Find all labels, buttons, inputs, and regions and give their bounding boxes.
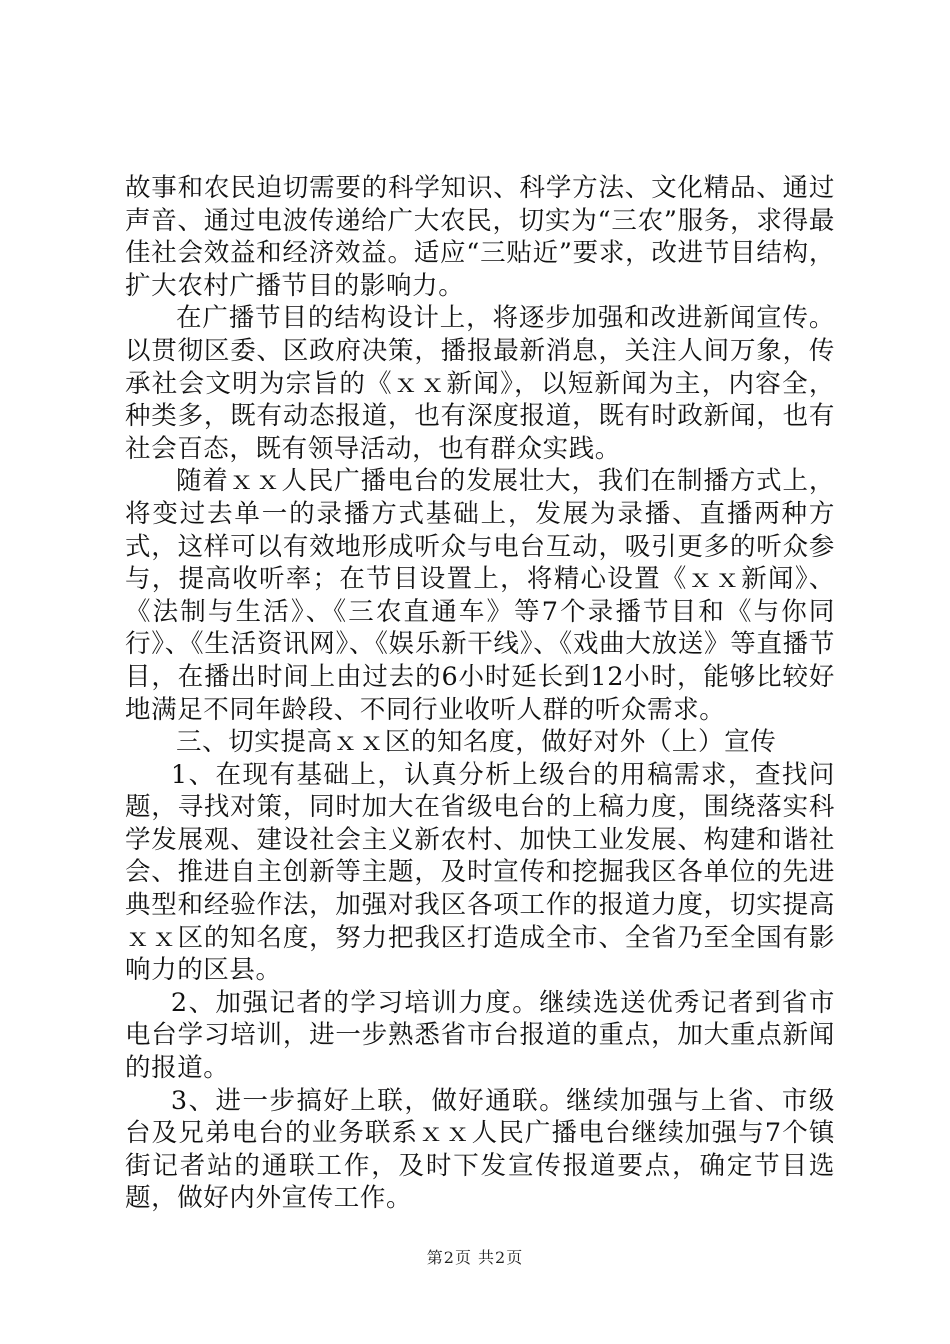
paragraph-item-2: 2、加强记者的学习培训力度。继续选送优秀记者到省市电台学习培训，进一步熟悉省市台报道的重点，加大重点新闻的报道。 (125, 987, 835, 1084)
document-body (125, 172, 835, 1215)
paragraph-item-1: 1、在现有基础上，认真分析上级台的用稿需求，查找问题，寻找对策，同时加大在省级电台的上稿力度，围绕落实科学发展观、建设社会主义新农村、加快工业发展、构建和谐社会、推进自主创新等主题，及时宣传和挖掘我区各单位的先进典型和经验作法，加强对我区各项工作的报道力度，切实提高ｘｘ区的知名度，努力把我区打造成全市、全省乃至全国有影响力的区县。 (125, 759, 835, 986)
paragraph-3: 随着ｘｘ人民广播电台的发展壮大，我们在制播方式上，将变过去单一的录播方式基础上，发展为录播、直播两种方式，这样可以有效地形成听众与电台互动，吸引更多的听众参与，提高收听率；在节目设置上，将精心设置《ｘｘ新闻》、《法制与生活》、《三农直通车》等7个录播节目和《与你同行》、《生活资讯网》、《娱乐新干线》、《戏曲大放送》等直播节目，在播出时间上由过去的6小时延长到12小时，能够比较好地满足不同年龄段、不同行业收听人群的听众需求。 (125, 466, 835, 725)
section-heading-3: 三、切实提高ｘｘ区的知名度，做好对外（上）宣传 (176, 727, 777, 758)
page-footer: 第2页 共2页 (426, 1248, 524, 1267)
paragraph-2: 在广播节目的结构设计上，将逐步加强和改进新闻宣传。以贯彻区委、区政府决策，播报最新消息，关注人间万象，传承社会文明为宗旨的《ｘｘ新闻》，以短新闻为主，内容全，种类多，既有动态报道，也有深度报道，既有时政新闻，也有社会百态，既有领导活动，也有群众实践。 (125, 303, 835, 464)
paragraph-1: 故事和农民迫切需要的科学知识、科学方法、文化精品、通过声音、通过电波传递给广大农民，切实为“三农”服务，求得最佳社会效益和经济效益。适应“三贴近”要求，改进节目结构，扩大农村广播节目的影响力。 (125, 173, 835, 301)
paragraph-item-3: 3、进一步搞好上联，做好通联。继续加强与上省、市级台及兄弟电台的业务联系ｘｘ人民广播电台继续加强与7个镇街记者站的通联工作，及时下发宣传报道要点，确定节目选题，做好内外宣传工作。 (125, 1085, 835, 1214)
